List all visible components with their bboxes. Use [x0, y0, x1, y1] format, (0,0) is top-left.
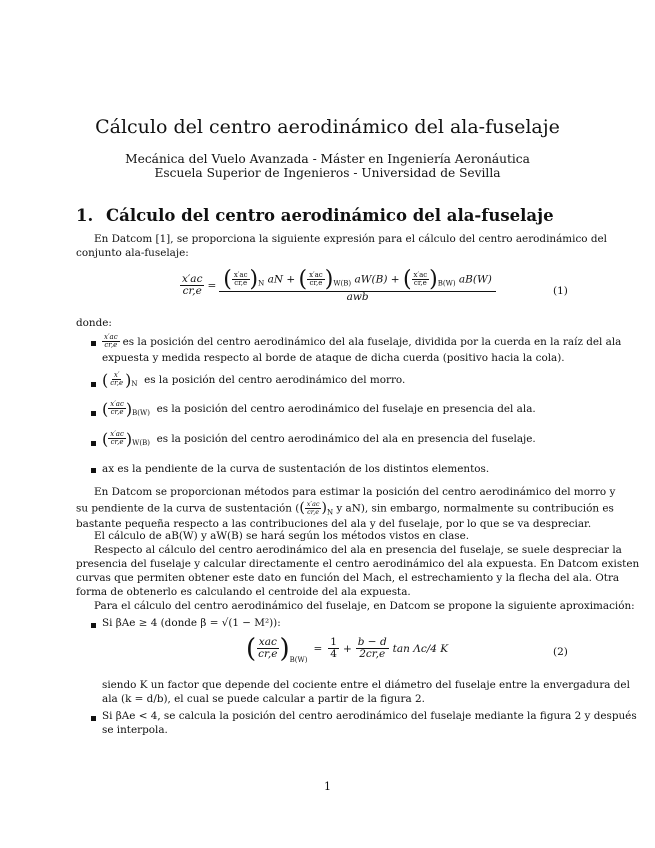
section-number: 1. [76, 206, 94, 225]
equation-1: $\frac{x'ac}{cr,e}$ = ( $\frac{x'ac}{cr,e}$ )$_N$ aN + ( $\frac{x'ac}{cr,e}$ )$_{W(B)}$ aW(B) + ( $\frac{x'ac}{cr,e}$ )$_{B(W)}$ aB(W) awb [180, 268, 496, 304]
bullet-marker [91, 716, 96, 721]
after-eq2-line-1: siendo K un factor que depende del cociente entre el diámetro del fuselaje entre la envergadura del [102, 679, 630, 691]
donde-label: donde: [76, 317, 112, 329]
equation-2: ( $\frac{\text{xac}}{cr,e}$ ) $_{B(W)}$ = $\frac{1}{4}$ + $\frac{b - d}{2cr,e}$ tan Λc/4 K [246, 634, 449, 664]
eq1-rhs: ( $\frac{x'ac}{cr,e}$ )$_N$ aN + ( $\frac{x'ac}{cr,e}$ )$_{W(B)}$ aW(B) + ( $\frac{x'ac}{cr,e}$ )$_{B(W)}$ aB(W) awb [219, 268, 496, 304]
bullet-b-line-1: Si βAe < 4, se calcula la posición del centro aerodinámico del fuselaje mediante la figura 2 y después [102, 710, 637, 722]
intro-line-2: conjunto ala-fuselaje: [76, 247, 189, 259]
bullet-item-1: $\frac{x'ac}{cr,e}$ es la posición del centro aerodinámico del ala fuselaje, dividida por la cuerda en la raíz del ala [104, 333, 622, 350]
bullet-item-3: ( $\frac{x'ac}{cr,e}$ )$_{B(W)}$ es la posición del centro aerodinámico del fuselaje en presencia del ala. [102, 399, 536, 419]
equation-2-number: (2) [553, 646, 568, 658]
section-title: Cálculo del centro aerodinámico del ala-fuselaje [106, 206, 554, 225]
bullet-item-4: ( $\frac{x'ac}{cr,e}$ )$_{W(B)}$ es la posición del centro aerodinámico del ala en presencia del fuselaje. [102, 429, 536, 449]
bullet-marker [91, 411, 96, 416]
section-heading [76, 206, 554, 225]
affiliation-line-1: Mecánica del Vuelo Avanzada - Máster en Ingeniería Aeronáutica [125, 152, 530, 166]
equation-1-number: (1) [553, 285, 568, 297]
para5: Para el cálculo del centro aerodinámico del fuselaje, en Datcom se propone la siguiente aproximación: [94, 600, 635, 612]
affiliation-line-2: Escuela Superior de Ingenieros - Universidad de Sevilla [154, 166, 501, 180]
para4-line-1: Respecto al cálculo del centro aerodinámico del ala en presencia del fuselaje, se suele despreciar la [94, 544, 622, 556]
para4-line-4: forma de obtenerlo es calculando el centroide del ala expuesta. [76, 586, 411, 598]
bullet-marker [91, 341, 96, 346]
bullet-item-2: ( $\frac{x'}{cr,e}$ )$_N$ es la posición del centro aerodinámico del morro. [102, 370, 406, 390]
document-title: Cálculo del centro aerodinámico del ala-fuselaje [95, 116, 560, 138]
para2-line-3: bastante pequeña respecto a las contribuciones del ala y del fuselaje, por lo que se va despreciar. [76, 518, 592, 530]
after-eq2-line-2: ala (k = d/b), el cual se puede calcular a partir de la figura 2. [102, 693, 425, 705]
bullet-marker [91, 382, 96, 387]
page-number: 1 [324, 780, 331, 793]
eq1-lhs: $\frac{x'ac}{cr,e}$ [182, 273, 203, 298]
bullet-marker [91, 468, 96, 473]
para4-line-2: presencia del fuselaje y calcular directamente el centro aerodinámico del ala expuesta. En Datcom existen [76, 558, 640, 570]
bullet-item-5: ax es la pendiente de la curva de sustentación de los distintos elementos. [102, 463, 490, 475]
para3: El cálculo de aB(W) y aW(B) se hará según los métodos vistos en clase. [94, 530, 470, 542]
para2-line-2: su pendiente de la curva de sustentación (( $\frac{x'ac}{cr,e}$ )$_N$ y aN), sin embargo, normalmente su contribución es [76, 500, 614, 517]
bullet-b-line-2: se interpola. [102, 724, 168, 736]
para4-line-3: curvas que permiten obtener este dato en función del Mach, el estrechamiento y la flecha del ala. Otra [76, 572, 620, 584]
bullet-marker [91, 623, 96, 628]
bullet-item-1-line-2: expuesta y medida respecto al borde de ataque de dicha cuerda (positivo hacia la cola). [102, 352, 565, 364]
intro-line-1: En Datcom [1], se proporciona la siguiente expresión para el cálculo del centro aerodinámico del [94, 233, 607, 245]
para2-line-1: En Datcom se proporcionan métodos para estimar la posición del centro aerodinámico del morro y [94, 486, 616, 498]
bullet-marker [91, 441, 96, 446]
eq2-lhs: $\frac{\text{xac}}{cr,e}$ [258, 636, 278, 661]
bullet-a: Si βAe ≥ 4 (donde β = √(1 − M²)): [102, 617, 281, 629]
